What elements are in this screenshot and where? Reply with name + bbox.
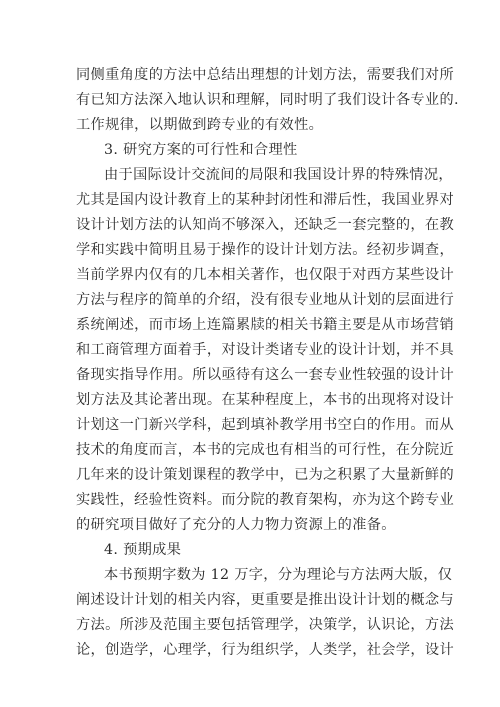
paragraph-line: 有已知方法深入地认识和理解，同时明了我们设计各专业的.	[76, 92, 459, 108]
paragraph-line: 论，创造学，心理学，行为组织学，人类学，社会学，设计	[76, 642, 454, 658]
paragraph-line: 尤其是国内设计教育上的某种封闭性和滞后性，我国业界对	[76, 192, 454, 208]
paragraph-line: 和工商管理方面着手，对设计类诸专业的设计计划，并不具	[76, 342, 454, 358]
paragraph-line: 技术的角度而言，本书的完成也有相当的可行性，在分院近	[76, 442, 454, 458]
paragraph-line: 由于国际设计交流间的局限和我国设计界的特殊情况，	[104, 167, 453, 183]
paragraph-line: 划方法及其论著出现。在某种程度上，本书的出现将对设计	[76, 392, 454, 408]
paragraph-line: 计划这一门新兴学科，起到填补教学用书空白的作用。而从	[76, 417, 454, 433]
section-heading: 4. 预期成果	[104, 542, 182, 558]
paragraph-line: 本书预期字数为 12 万字，分为理论与方法两大版，仅	[104, 567, 453, 583]
paragraph-line: 同侧重角度的方法中总结出理想的计划方法，需要我们对所	[76, 67, 454, 83]
paragraph-line: 当前学界内仅有的几本相关著作，也仅限于对西方某些设计	[76, 267, 454, 283]
paragraph-line: 的研究项目做好了充分的人力物力资源上的准备。	[76, 517, 396, 533]
paragraph-line: 几年来的设计策划课程的教学中，已为之积累了大量新鲜的	[76, 467, 454, 483]
paragraph-line: 实践性，经验性资料。而分院的教育架构，亦为这个跨专业	[76, 492, 454, 508]
paragraph-line: 方法。所涉及范围主要包括管理学，决策学，认识论，方法	[76, 617, 454, 633]
paragraph-line: 阐述设计计划的相关内容，更重要是推出设计计划的概念与	[76, 592, 454, 608]
paragraph-line: 方法与程序的简单的介绍，没有很专业地从计划的层面进行	[76, 292, 454, 308]
paragraph-line: 学和实践中简明且易于操作的设计计划方法。经初步调查，	[76, 242, 454, 258]
paragraph-line: 备现实指导作用。所以亟待有这么一套专业性较强的设计计	[76, 367, 454, 383]
paragraph-line: 设计计划方法的认知尚不够深入，还缺乏一套完整的，在教	[76, 217, 454, 233]
section-heading: 3. 研究方案的可行性和合理性	[104, 142, 298, 158]
paragraph-line: 工作规律，以期做到跨专业的有效性。	[76, 117, 324, 133]
paragraph-line: 系统阐述，而市场上连篇累牍的相关书籍主要是从市场营销	[76, 317, 454, 333]
